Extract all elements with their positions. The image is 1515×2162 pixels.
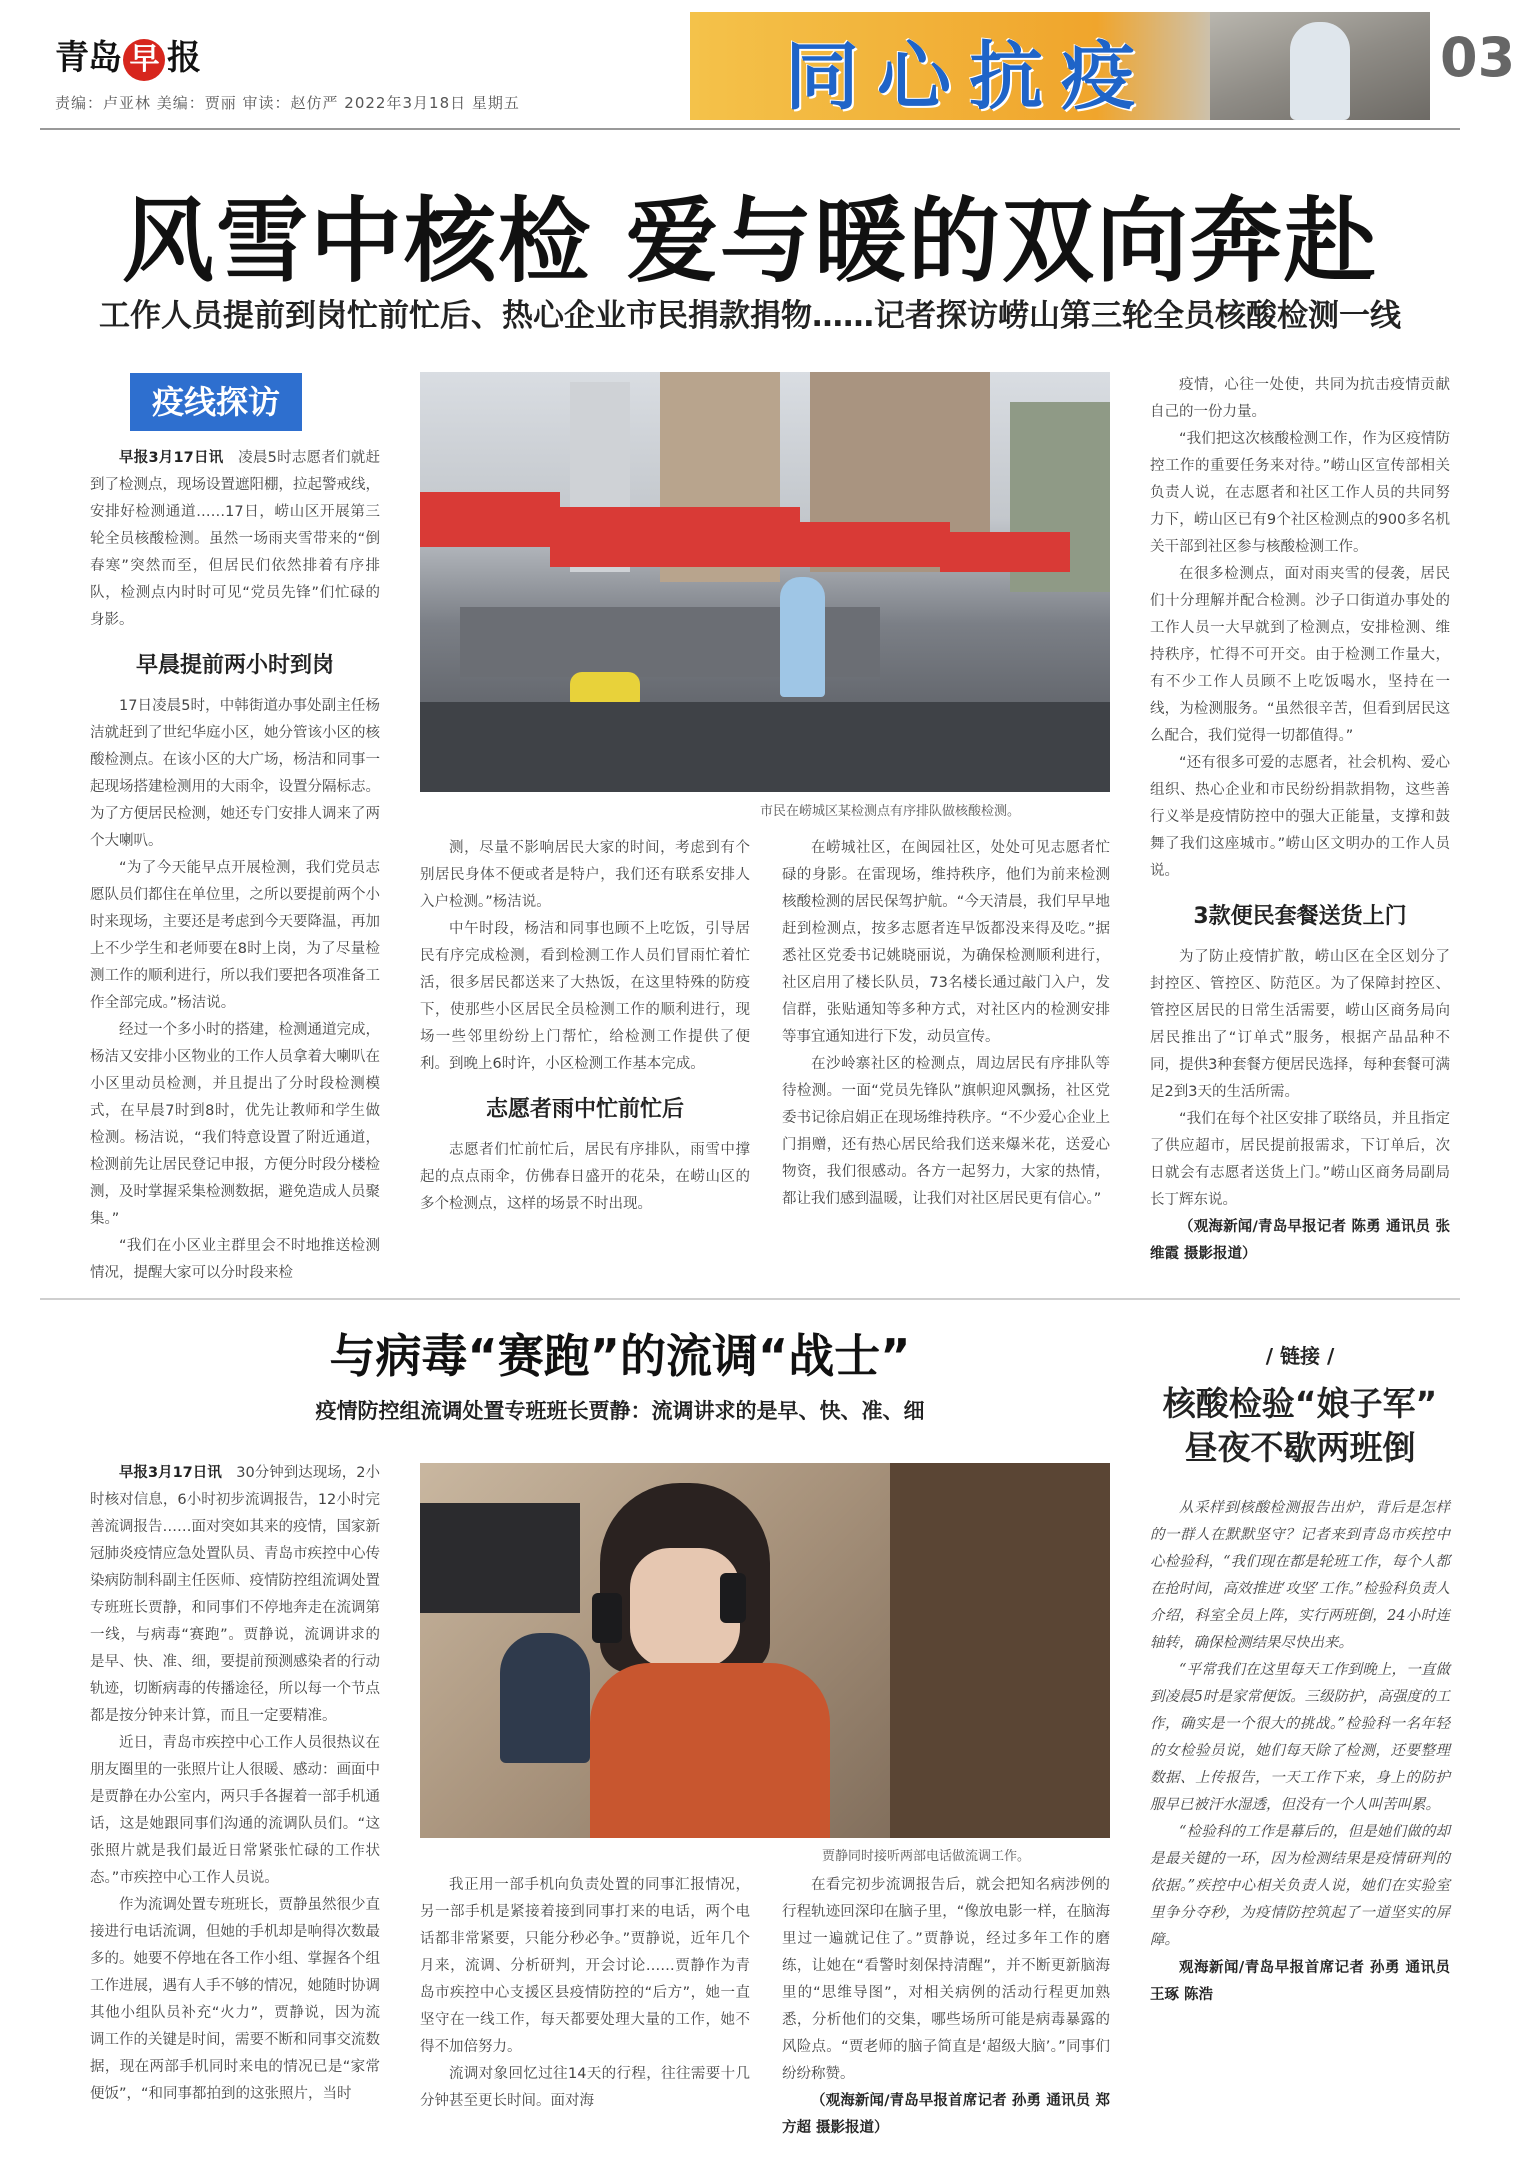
main-column-4 (1150, 372, 1450, 1287)
paragraph: “我们把这次核酸检测工作，作为区疫情防控工作的重要任务来对待。”崂山区宣传部相关负责人说，在志愿者和社区工作人员的共同努力下，崂山区已有9个社区检测点的900多名机关干部到社区参与核酸检测工作。 (1150, 431, 1450, 555)
photo-tv-screen (420, 1503, 580, 1613)
second-column-3 (782, 1872, 1110, 2152)
section-head: 早晨提前两小时到岗 (135, 653, 334, 678)
byline: 观海新闻/青岛早报首席记者 孙勇 通讯员 王琢 陈浩 (1150, 1959, 1450, 2003)
sidebar-title-line: 昼夜不歇两班倒 (1184, 1428, 1416, 1467)
paragraph: “为了今天能早点开展检测，我们党员志愿队员们都住在单位里，之所以要提前两个小时来现场，主要还是考虑到今天要降温，再加上不少学生和老师要在8时上岗，为了尽量检测工作的顺利进行，所以我们要把各项准备工作全部完成。”杨洁说。 (90, 860, 380, 1011)
dateline: 早报3月17日讯 (119, 450, 224, 466)
paragraph: 作为流调处置专班班长，贾静虽然很少直接进行电话流调，但她的手机却是响得次数最多的。她要不停地在各工作小组、掌握各个组工作进展，遇有人手不够的情况，她随时协调其他小组队员补充“火力”，贾静说，因为流调工作的关键是时间，需要不断和同事交流数据，现在两部手机同时来电的情况已是“家常便饭”，“和同事都拍到的这张照片，当时 (90, 1897, 380, 2102)
second-column-2 (420, 1872, 750, 2152)
photo-bookshelf (890, 1463, 1110, 1838)
main-column-2 (420, 835, 750, 1285)
photo-tent (800, 522, 950, 567)
paragraph: 疫情，心往一处使，共同为抗击疫情贡献自己的一份力量。 (1150, 377, 1450, 420)
edition-meta: 责编：卢亚林 美编：贾丽 审读：赵仿严 2022年3月18日 星期五 (55, 94, 520, 112)
section-divider (40, 1298, 1460, 1300)
column-kicker: 疫线探访 (130, 373, 302, 431)
paragraph: “检验科的工作是幕后的，但是她们做的却是最关键的一环，因为检测结果是疫情研判的依据。”疾控中心相关负责人说，她们在实验室里争分夺秒，为疫情防控筑起了一道坚实的屏障。 (1150, 1824, 1450, 1948)
masthead-stamp: 早 (123, 39, 165, 81)
paragraph: 经过一个多小时的搭建，检测通道完成，杨洁又安排小区物业的工作人员拿着大喇叭在小区里动员检测，并且提出了分时段检测模式，在早晨7时到8时，优先让教师和学生做检测。杨洁说，“我们特意设置了附近通道，检测前先让居民登记申报，方便分时段分楼检测，及时掌握采集检测数据，避免造成人员聚集。” (90, 1022, 380, 1227)
paragraph: 为了防止疫情扩散，崂山区在全区划分了封控区、管控区、防范区。为了保障封控区、管控区居民的日常生活需要，崂山区商务局向居民推出了“订单式”服务，根据产品品种不同，提供3种套餐方便居民选择，每种套餐可满足2到3天的生活所需。 (1150, 949, 1450, 1100)
paragraph: 测，尽量不影响居民大家的时间，考虑到有个别居民身体不便或者是特户，我们还有联系安排人入户检测。”杨洁说。 (420, 840, 750, 910)
byline: （观海新闻/青岛早报首席记者 孙勇 通讯员 郑方超 摄影报道） (782, 2093, 1110, 2136)
main-column-3 (782, 835, 1110, 1285)
main-subheadline: 工作人员提前到岗忙前忙后、热心企业市民捐款捐物……记者探访崂山第三轮全员核酸检测一线 (99, 298, 1401, 334)
photo-caption: 贾静同时接听两部电话做流调工作。 (822, 1849, 1031, 1864)
photo-worker (780, 577, 825, 697)
sidebar-body (1150, 1495, 1450, 2155)
paragraph: 30分钟到达现场，2小时核对信息，6小时初步流调报告，12小时完善流调报告……面对突如其来的疫情，国家新冠肺炎疫情应急处置队员、青岛市疾控中心传染病防制科副主任医师、疫情防控组流调处置专班班长贾静，和同事们不停地奔走在流调第一线，与病毒“赛跑”。贾静说，流调讲求的是早、快、准、细，要提前预测感染者的行动轨迹，切断病毒的传播途径，所以每一个节点都是按分钟来计算，而且一定要精准。 (90, 1465, 380, 1724)
photo-road (420, 702, 1110, 792)
photo-tent (940, 532, 1070, 572)
photo-caption: 市民在崂城区某检测点有序排队做核酸检测。 (760, 804, 1021, 819)
banner-photo-figure (1290, 22, 1350, 120)
photo-colleague (500, 1633, 590, 1763)
byline: （观海新闻/青岛早报记者 陈勇 通讯员 张维霞 摄影报道） (1150, 1219, 1450, 1262)
sidebar-title (1150, 1382, 1450, 1470)
second-subheadline: 疫情防控组流调处置专班班长贾静：流调讲求的是早、快、准、细 (315, 1399, 925, 1423)
paragraph: “我们在小区业主群里会不时地推送检测情况，提醒大家可以分时段来检 (90, 1238, 380, 1281)
header-rule (40, 128, 1460, 130)
paragraph: 在沙岭寨社区的检测点，周边居民有序排队等待检测。一面“党员先锋队”旗帜迎风飘扬，社区党委书记徐启娟正在现场维持秩序。“不少爱心企业上门捐赠，还有热心居民给我们送来爆米花，送爱心物资，我们很感动。各方一起努力，大家的热情，都让我们感到温暖，让我们对社区居民更有信心。” (782, 1056, 1110, 1207)
contact-tracer-photo (420, 1463, 1110, 1838)
paragraph: 志愿者们忙前忙后，居民有序排队，雨雪中撑起的点点雨伞，仿佛春日盛开的花朵，在崂山区的多个检测点，这样的场景不时出现。 (420, 1142, 750, 1212)
dateline: 早报3月17日讯 (119, 1465, 222, 1481)
testing-site-photo (420, 372, 1110, 792)
section-banner (690, 12, 1430, 120)
masthead-name-part: 报 (167, 38, 200, 78)
sidebar-title-line: 核酸检验“娘子军” (1162, 1384, 1438, 1423)
paragraph: “我们在每个社区安排了联络员，并且指定了供应超市，居民提前报需求，下订单后，次日就会有志愿者送货上门。”崂山区商务局副局长丁辉东说。 (1150, 1111, 1450, 1208)
masthead-name-part: 青岛 (55, 38, 121, 78)
main-column-1 (90, 445, 380, 1285)
paragraph: 从采样到核酸检测报告出炉，背后是怎样的一群人在默默坚守？记者来到青岛市疾控中心检验科，“我们现在都是轮班工作，每个人都在抢时间，高效推进‘攻坚’工作。”检验科负责人介绍，科室全员上阵，实行两班倒，24小时连轴转，确保检测结果尽快出来。 (1150, 1500, 1450, 1651)
photo-phone (720, 1573, 746, 1623)
paragraph: 凌晨5时志愿者们就赶到了检测点，现场设置遮阳棚，拉起警戒线，安排好检测通道……17日，崂山区开展第三轮全员核酸检测。虽然一场雨夹雪带来的“倒春寒”突然而至，但居民们依然排着有序排队，检测点内时时可见“党员先锋”们忙碌的身影。 (90, 450, 380, 628)
paragraph: 在看完初步流调报告后，就会把知名病涉例的行程轨迹回深印在脑子里，“像放电影一样，在脑海里过一遍就记住了。”贾静说，经过多年工作的磨练，让她在“看警时刻保持清醒”，并不断更新脑海里的“思维导图”，对相关病例的活动行程更加熟悉，分析他们的交集，哪些场所可能是病毒暴露的风险点。“贾老师的脑子简直是‘超级大脑’。”同事们纷纷称赞。 (782, 1877, 1110, 2082)
main-headline: 风雪中核检 爱与暖的双向奔赴 (121, 188, 1379, 295)
paragraph: 近日，青岛市疾控中心工作人员很热议在朋友圈里的一张照片让人很暖、感动：画面中是贾静在办公室内，两只手各握着一部手机通话，这是她跟同事们沟通的流调队员们。“这张照片就是我们最近日常紧张忙碌的工作状态。”市疾控中心工作人员说。 (90, 1735, 380, 1886)
paragraph: 我正用一部手机向负责处置的同事汇报情况，另一部手机是紧接着接到同事打来的电话，两个电话都非常紧要，只能分秒必争。”贾静说，近年几个月来，流调、分析研判，开会讨论……贾静作为青岛市疾控中心支援区县疫情防控的“后方”，她一直坚守在一线工作，每天都要处理大量的工作，她不得不加倍努力。 (420, 1877, 750, 2055)
photo-tent (550, 507, 800, 567)
paragraph: 流调对象回忆过往14天的行程，往往需要十几分钟甚至更长时间。面对海 (420, 2066, 750, 2109)
second-column-1 (90, 1460, 380, 2150)
paragraph: 在崂城社区，在闽园社区，处处可见志愿者忙碌的身影。在雷现场，维持秩序，他们为前来检测核酸检测的居民保驾护航。“今天清晨，我们早早地赶到检测点，按多志愿者连早饭都没来得及吃。”据悉社区党委书记姚晓丽说，为确保检测顺利进行，社区启用了楼长队员，73名楼长通过敲门入户，发信群，张贴通知等多种方式，对社区内的检测安排等事宜通知进行下发，动员宣传。 (782, 840, 1110, 1045)
photo-woman-sweater (590, 1663, 830, 1838)
masthead-logo (55, 30, 200, 81)
second-headline: 与病毒“赛跑”的流调“战士” (329, 1329, 911, 1383)
paragraph: 17日凌晨5时，中韩街道办事处副主任杨洁就赶到了世纪华庭小区，她分管该小区的核酸检测点。在该小区的大广场，杨洁和同事一起现场搭建检测用的大雨伞，设置分隔标志。为了方便居民检测，她还专门安排人调来了两个大喇叭。 (90, 698, 380, 849)
page-number: 03 (1440, 26, 1515, 89)
paragraph: 在很多检测点，面对雨夹雪的侵袭，居民们十分理解并配合检测。沙子口街道办事处的工作人员一大早就到了检测点，安排检测、维持秩序，忙得不可开交。由于检测工作量大，有不少工作人员顾不上吃饭喝水，坚持在一线，为检测服务。“虽然很辛苦，但看到居民这么配合，我们觉得一切都值得。” (1150, 566, 1450, 744)
paragraph: 中午时段，杨洁和同事也顾不上吃饭，引导居民有序完成检测，看到检测工作人员们冒雨忙着忙活，很多居民都送来了大热饭，在这里特殊的防疫下，使那些小区居民全员检测工作的顺利进行，现场一些邻里纷纷上门帮忙，给检测工作提供了便利。到晚上6时许，小区检测工作基本完成。 (420, 921, 750, 1072)
photo-tent (420, 492, 560, 547)
section-head: 志愿者雨中忙前忙后 (485, 1097, 684, 1122)
section-head: 3款便民套餐送货上门 (1193, 904, 1407, 929)
paragraph: “还有很多可爱的志愿者，社会机构、爱心组织、热心企业和市民纷纷捐款捐物，这些善行义举是疫情防控中的强大正能量，支撑和鼓舞了我们这座城市。”崂山区文明办的工作人员说。 (1150, 755, 1450, 879)
sidebar-tag: / 链接 / (1265, 1344, 1335, 1368)
paragraph: “平常我们在这里每天工作到晚上，一直做到凌晨5时是家常便饭。三级防护，高强度的工作，确实是一个很大的挑战。”检验科一名年轻的女检验员说，她们每天除了检测，还要整理数据、上传报告，一天工作下来，身上的防护服早已被汗水湿透，但没有一个人叫苦叫累。 (1150, 1662, 1450, 1813)
section-title: 同心抗疫 (785, 34, 1153, 120)
photo-phone (592, 1593, 622, 1643)
